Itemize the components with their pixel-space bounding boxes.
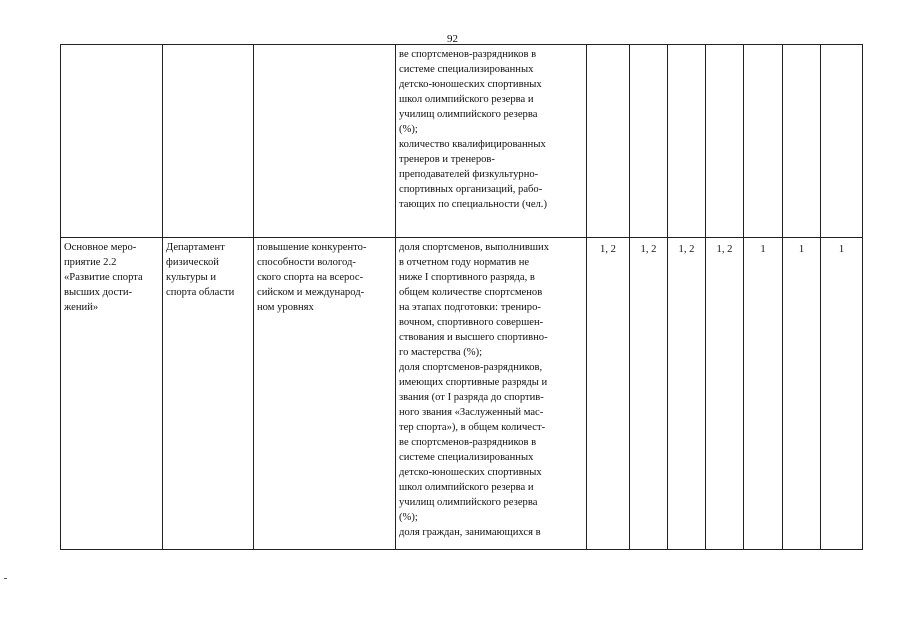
value-cell bbox=[587, 45, 630, 238]
value-cell: 1, 2 bbox=[668, 238, 706, 550]
value-cell bbox=[706, 45, 744, 238]
measure-cell: Основное меро- приятие 2.2 «Развитие спорта высших дости- жений» bbox=[61, 238, 163, 550]
result-cell: повышение конкуренто- способности вологод- ского спорта на всерос- сийском и международ- ном уровнях bbox=[254, 238, 396, 550]
indicators-cell: доля спортсменов, выполнивших в отчетном году норматив не ниже I спортивного разряда, в общем количестве спортсменов на этапах подготовки: трениро- вочном, спортивного совершен- ствования и высшего спортивно- го мастерства (%); доля спортсменов-разрядников, имеющих спортивные разряды и звания (от I разряда до спортив- ного звания «Заслуженный мас- тер спорта»), в общем количест- ве спортсменов-разрядников в системе специализированных детско-юношеских спортивных школ олимпийского резерва и училищ олимпийского резерва (%); доля граждан, занимающихся в bbox=[396, 238, 587, 550]
value-cell bbox=[783, 45, 821, 238]
measure-cell bbox=[61, 45, 163, 238]
value-cell bbox=[744, 45, 783, 238]
table-row bbox=[61, 238, 863, 550]
indicators-cell: ве спортсменов-разрядников в системе специализированных детско-юношеских спортивных школ олимпийского резерва и училищ олимпийского резерва (%); количество квалифицированных тренеров и тренеров- преподавателей физкультурно- спортивных организаций, рабо- тающих по специальности (чел.) bbox=[396, 45, 587, 238]
value-cell bbox=[821, 45, 863, 238]
value-cell: 1, 2 bbox=[630, 238, 668, 550]
scan-mark bbox=[4, 578, 7, 579]
value-cell bbox=[630, 45, 668, 238]
value-cell: 1, 2 bbox=[587, 238, 630, 550]
value-cell: 1, 2 bbox=[706, 238, 744, 550]
executor-cell bbox=[163, 45, 254, 238]
page-number: 92 bbox=[447, 33, 458, 45]
value-cell: 1 bbox=[744, 238, 783, 550]
program-table bbox=[60, 44, 863, 550]
value-cell: 1 bbox=[821, 238, 863, 550]
value-cell bbox=[668, 45, 706, 238]
value-cell: 1 bbox=[783, 238, 821, 550]
table-row bbox=[61, 45, 863, 238]
result-cell bbox=[254, 45, 396, 238]
executor-cell: Департамент физической культуры и спорта области bbox=[163, 238, 254, 550]
